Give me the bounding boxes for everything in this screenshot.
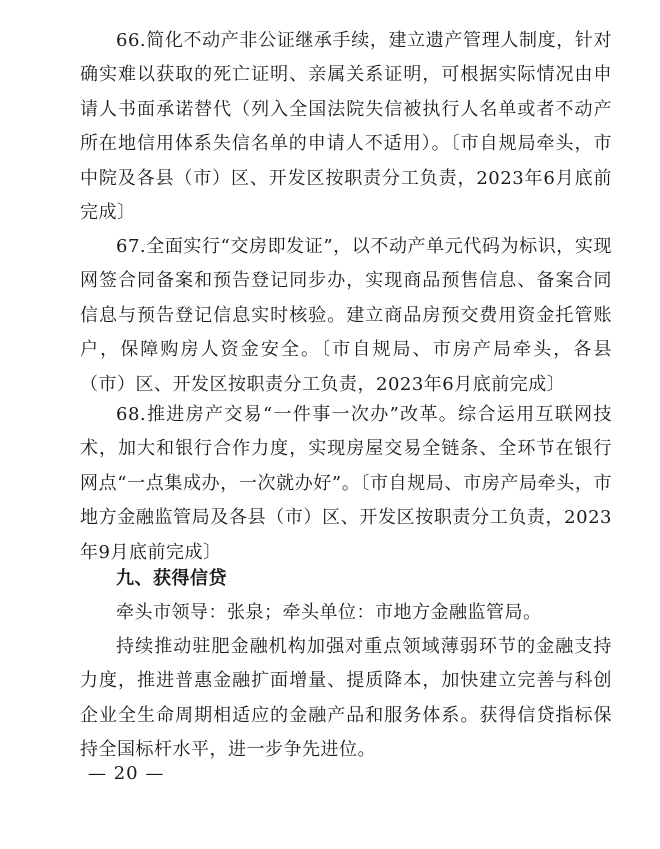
section-heading: 九、获得信贷 — [116, 568, 227, 589]
paragraph-item-68: 68.推进房产交易“一件事一次办”改革。综合运用互联网技术，加大和银行合作力度，实现房屋交易全链条、全环节在银行网点“一点集成办，一次就办好”。〔市自规局、市房产局牵头，市地方金融监管局及各县（市）区、开发区按职责分工负责，2023年9月底前完成〕 — [80, 404, 612, 563]
section-body: 持续推动驻肥金融机构加强对重点领域薄弱环节的金融支持力度，推进普惠金融扩面增量、提质降本，加快建立完善与科创企业全生命周期相适应的金融产品和服务体系。获得信贷指标保持全国标杆水平，进一步争先进位。 — [80, 636, 612, 761]
section-lead-info: 牵头市领导：张泉；牵头单位：市地方金融监管局。 — [116, 602, 542, 623]
page-number: — 20 — — [88, 763, 165, 784]
paragraph-item-66: 66.简化不动产非公证继承手续，建立遗产管理人制度，针对确实难以获取的死亡证明、亲属关系证明，可根据实际情况由申请人书面承诺替代（列入全国法院失信被执行人名单或者不动产所在地信用体系失信名单的申请人不适用）。〔市自规局牵头，市中院及各县（市）区、开发区按职责分工负责，2023年6月底前完成〕 — [80, 30, 612, 224]
paragraph-item-67: 67.全面实行“交房即发证”，以不动产单元代码为标识，实现网签合同备案和预告登记同步办，实现商品预售信息、备案合同信息与预告登记信息实时核验。建立商品房预交费用资金托管账户，保障购房人资金安全。〔市自规局、市房产局牵头，各县（市）区、开发区按职责分工负责，2023年6月底前完成〕 — [80, 236, 612, 395]
